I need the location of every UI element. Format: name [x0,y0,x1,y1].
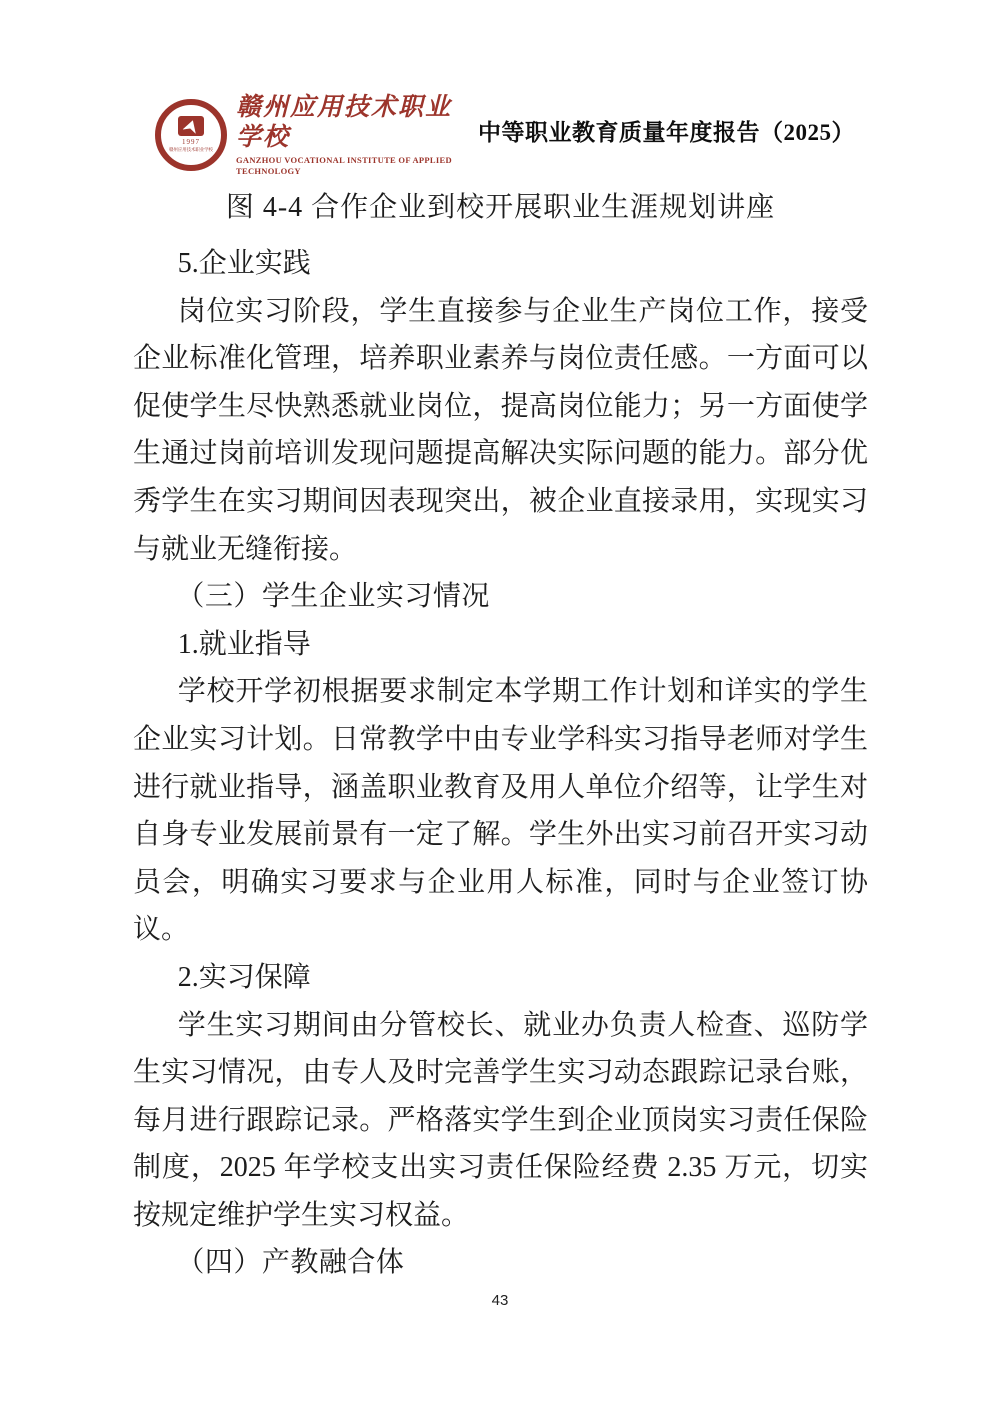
item-5-enterprise-practice: 5.企业实践 [177,248,311,279]
report-title: 中等职业教育质量年度报告（2025） [478,120,855,145]
paragraph-enterprise-practice: 岗位实习阶段，学生直接参与企业生产岗位工作，接受企业标准化管理，培养职业素养与岗位责任感。一方面可以促使学生尽快熟悉就业岗位，提高岗位能力；另一方面使学生通过岗前培训发现问题提高解决实际问题的能力。部分优秀学生在实习期间因表现突出，被企业直接录用，实现实习与就业无缝衔接。 [133,295,868,565]
section-4-heading: （四）产教融合体 [176,1247,405,1279]
section-3-heading: （三）学生企业实习情况 [176,581,490,613]
paragraph-employment-guidance: 学校开学初根据要求制定本学期工作计划和详实的学生企业实习计划。日常教学中由专业学科实习指导老师对学生进行就业指导，涵盖职业教育及用人单位介绍等，让学生对自身专业发展前景有一定了解。学生外出实习前召开实习动员会，明确实习要求与企业用人标准，同时与企业签订协议。 [133,676,868,946]
seal-inner [161,105,221,165]
school-seal-icon [155,99,227,171]
page-header [155,93,855,177]
paper-plane-icon [178,116,204,136]
school-name-en: GANZHOU VOCATIONAL INSTITUTE OF APPLIED TECHNOLOGY [236,155,452,176]
paragraph-internship-support: 学生实习期间由分管校长、就业办负责人检查、巡防学生实习情况，由专人及时完善学生实习动态跟踪记录台账，每月进行跟踪记录。严格落实学生到企业顶岗实习责任保险制度，2025 年学校支出实习责任保险经费 2.35 万元，切实按规定维护学生实习权益。 [133,1009,868,1231]
seal-year: 1997 [182,138,200,146]
item-1-employment-guidance: 1.就业指导 [177,628,311,660]
figure-caption: 图 4-4 合作企业到校开展职业生涯规划讲座 [225,192,776,223]
school-name-zh: 赣州应用技术职业学校 [236,94,453,151]
item-2-internship-support: 2.实习保障 [177,961,311,993]
page-number: 43 [491,1292,509,1309]
document-body [133,184,868,1287]
school-logo [155,93,478,177]
seal-arc-text: 赣州应用技术职业学校 [169,147,213,153]
school-names [236,93,478,177]
